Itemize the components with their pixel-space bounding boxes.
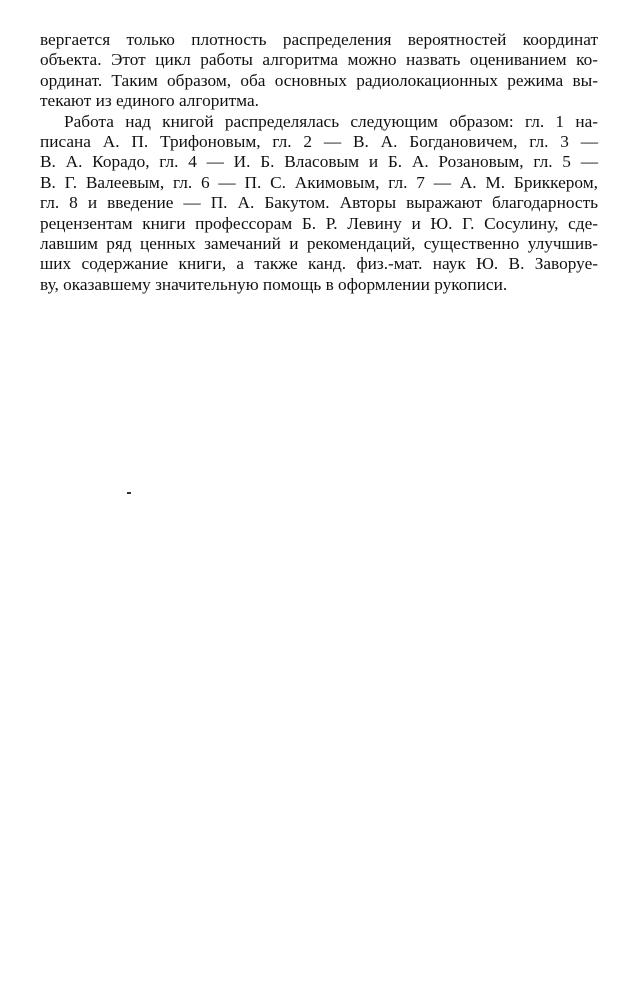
text-line: В. А. Корадо, гл. 4 — И. Б. Власовым и Б. А. Розановым, гл. 5 — [40, 152, 598, 172]
text-line: лавшим ряд ценных замечаний и рекомендаций, существенно улучшив- [40, 233, 598, 253]
text-line: писана А. П. Трифоновым, гл. 2 — В. А. Богдановичем, гл. 3 — [40, 131, 598, 151]
text-line: ву, оказавшему значительную помощь в оформлении рукописи. [40, 274, 508, 294]
paragraph-2 [40, 112, 598, 296]
page-text [40, 30, 598, 295]
text-line: В. Г. Валеевым, гл. 6 — П. С. Акимовым, гл. 7 — А. М. Бриккером, [40, 172, 598, 192]
text-line: текают из единого алгоритма. [40, 91, 259, 111]
text-line: рецензентам книги профессорам Б. Р. Левину и Ю. Г. Сосулину, сде- [40, 213, 598, 233]
paragraph-1 [40, 30, 598, 112]
text-line: ординат. Таким образом, оба основных радиолокационных режима вы- [40, 70, 598, 90]
text-line: Работа над книгой распределялась следующим образом: гл. 1 на- [64, 111, 598, 131]
text-line: гл. 8 и введение — П. А. Бакутом. Авторы выражают благодарность [40, 193, 598, 213]
text-line: ших содержание книги, а также канд. физ.-мат. наук Ю. В. Заворуе- [40, 254, 598, 274]
text-line: объекта. Этот цикл работы алгоритма можно назвать оцениванием ко- [40, 50, 598, 70]
text-line: вергается только плотность распределения вероятностей координат [40, 30, 598, 49]
scan-speck [127, 492, 131, 494]
